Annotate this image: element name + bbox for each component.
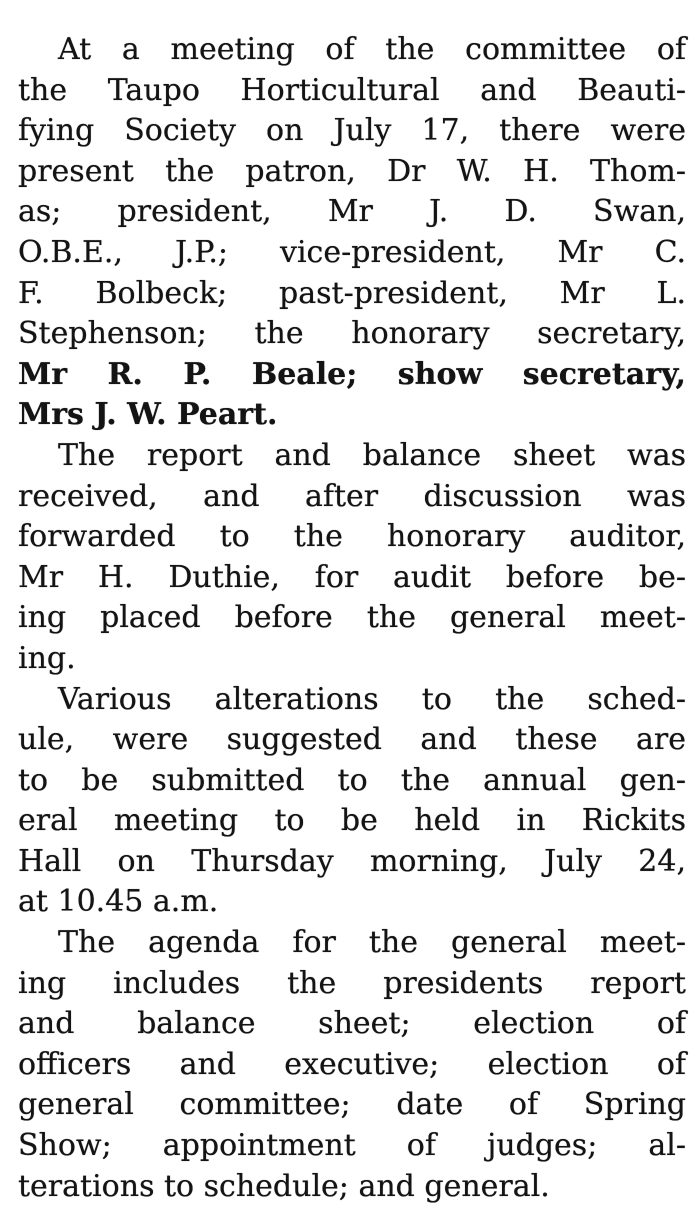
text-line: forwarded to the honorary auditor, — [18, 519, 686, 555]
text-line: F. Bolbeck; past-president, Mr L. — [18, 275, 686, 311]
text-line: ing. — [18, 640, 76, 676]
paragraph-1 — [18, 30, 686, 436]
text-line: fying Society on July 17, there were — [18, 113, 686, 149]
text-line: received, and after discussion was — [18, 478, 686, 514]
text-line: to be submitted to the annual gen- — [18, 762, 686, 798]
text-line: eral meeting to be held in Rickits — [18, 803, 686, 839]
text-line: Show; appointment of judges; al- — [18, 1128, 686, 1164]
text-line: as; president, Mr J. D. Swan, — [18, 194, 686, 230]
text-line: terations to schedule; and general. — [18, 1168, 550, 1204]
text-line: officers and executive; election of — [18, 1046, 686, 1082]
text-line: at 10.45 a.m. — [18, 884, 219, 920]
paragraph-4 — [18, 923, 686, 1207]
text-line: Various alterations to the sched- — [58, 681, 686, 717]
text-line: ing placed before the general meet- — [18, 600, 686, 636]
text-line: O.B.E., J.P.; vice-president, Mr C. — [18, 234, 686, 270]
article-column — [18, 30, 686, 1207]
text-line: Mrs J. W. Peart. — [18, 397, 278, 433]
text-line: Stephenson; the honorary secretary, — [18, 316, 686, 352]
text-line: ing includes the presidents report — [18, 965, 686, 1001]
text-line: the Taupo Horticultural and Beauti- — [18, 72, 686, 108]
text-line: The report and balance sheet was — [58, 437, 686, 473]
text-line: At a meeting of the committee of — [58, 32, 686, 67]
text-line: The agenda for the general meet- — [58, 925, 686, 961]
text-line: ule, were suggested and these are — [18, 722, 686, 758]
text-line: Hall on Thursday morning, July 24, — [18, 843, 686, 879]
text-line: general committee; date of Spring — [18, 1087, 686, 1123]
text-line: present the patron, Dr W. H. Thom- — [18, 153, 686, 189]
paragraph-2 — [18, 436, 686, 680]
paragraph-3 — [18, 680, 686, 924]
text-line: and balance sheet; election of — [18, 1006, 686, 1042]
text-line: Mr R. P. Beale; show secretary, — [18, 356, 686, 392]
text-line: Mr H. Duthie, for audit before be- — [18, 559, 686, 595]
